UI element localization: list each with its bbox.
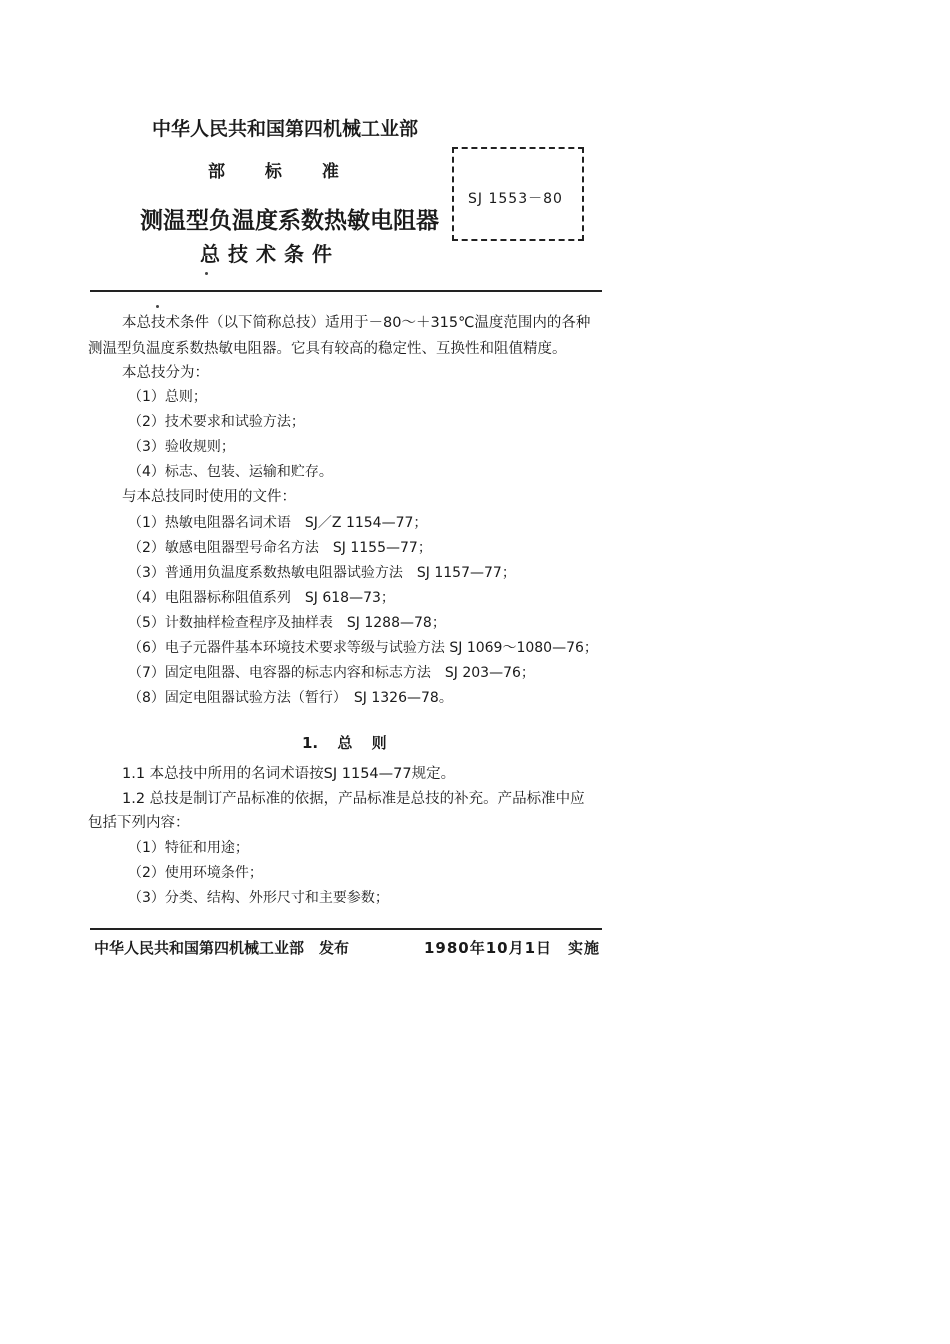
reference-doc-item: （2）敏感电阻器型号命名方法 SJ 1155—77； — [128, 540, 432, 556]
list-item: （4）标志、包装、运输和贮存。 — [128, 464, 333, 480]
standard-code: SJ 1553－80 — [468, 191, 563, 207]
parts-heading: 本总技分为： — [122, 365, 209, 381]
document-title-line2: 总技术条件 — [200, 242, 340, 266]
reference-doc-item: （3）普通用负温度系数热敏电阻器试验方法 SJ 1157—77； — [128, 565, 516, 581]
standard-type-char: 标 — [264, 162, 282, 182]
effective-date-line: 1980年10月1日 实施 — [424, 939, 601, 957]
list-item: （1）特征和用途； — [128, 840, 249, 856]
document-title-line1: 测温型负温度系数热敏电阻器 — [140, 208, 439, 234]
list-item: （3）分类、结构、外形尺寸和主要参数； — [128, 890, 389, 906]
standard-type-label — [208, 157, 369, 182]
clause-1-1: 1.1 本总技中所用的名词术语按SJ 1154—77规定。 — [122, 766, 456, 782]
scan-speck — [156, 305, 159, 308]
intro-paragraph-line2: 测温型负温度系数热敏电阻器。它具有较高的稳定性、互换性和阻值精度。 — [88, 341, 567, 357]
reference-doc-item: （8）固定电阻器试验方法（暂行） SJ 1326—78。 — [128, 690, 453, 706]
publisher-line: 中华人民共和国第四机械工业部 发布 — [94, 939, 350, 957]
clause-1-2-line2: 包括下列内容： — [88, 815, 190, 831]
ministry-name: 中华人民共和国第四机械工业部 — [152, 118, 419, 140]
intro-paragraph-line1: 本总技术条件（以下简称总技）适用于－80～＋315℃温度范围内的各种 — [122, 315, 591, 331]
standard-type-char: 准 — [321, 162, 339, 182]
docs-heading: 与本总技同时使用的文件： — [122, 489, 296, 505]
reference-doc-item: （4）电阻器标称阻值系列 SJ 618—73； — [128, 590, 395, 606]
reference-doc-item: （1）热敏电阻器名词术语 SJ／Z 1154—77； — [128, 515, 428, 531]
scan-speck — [205, 272, 208, 275]
standard-code-box — [452, 147, 584, 241]
footer-divider — [90, 928, 602, 930]
list-item: （3）验收规则； — [128, 439, 235, 455]
reference-doc-item: （5）计数抽样检查程序及抽样表 SJ 1288—78； — [128, 615, 446, 631]
section-heading: 1. 总 则 — [302, 734, 387, 752]
reference-doc-item: （7）固定电阻器、电容器的标志内容和标志方法 SJ 203—76； — [128, 665, 535, 681]
header-divider — [90, 290, 602, 292]
clause-1-2-line1: 1.2 总技是制订产品标准的依据，产品标准是总技的补充。产品标准中应 — [122, 791, 585, 807]
reference-doc-item: （6）电子元器件基本环境技术要求等级与试验方法 SJ 1069～1080—76； — [128, 640, 598, 656]
list-item: （2）技术要求和试验方法； — [128, 414, 305, 430]
standard-type-char: 部 — [208, 162, 225, 182]
list-item: （1）总则； — [128, 389, 207, 405]
list-item: （2）使用环境条件； — [128, 865, 263, 881]
